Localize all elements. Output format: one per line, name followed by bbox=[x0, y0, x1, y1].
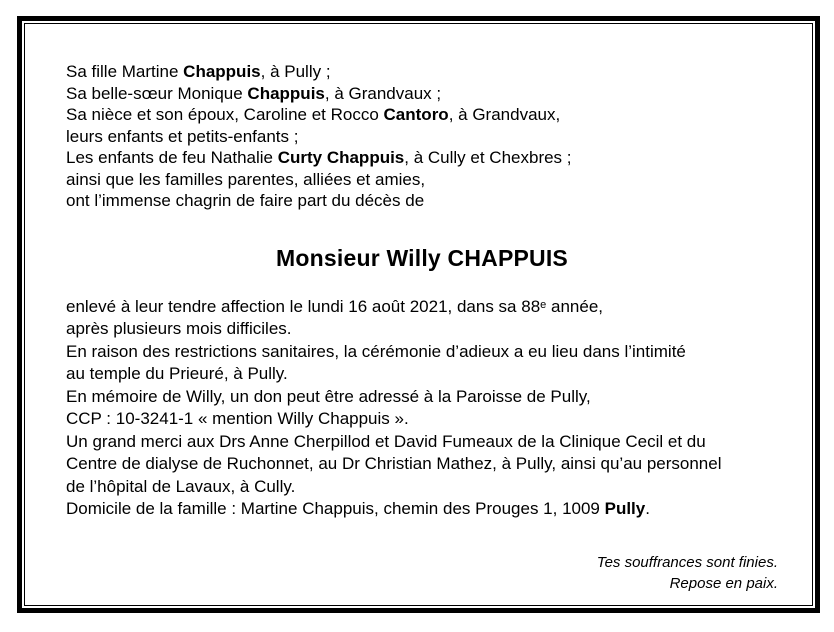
text-segment: . bbox=[645, 499, 650, 518]
details-line-1 bbox=[66, 295, 778, 318]
text-segment: année, bbox=[546, 296, 604, 316]
details-line-10 bbox=[66, 497, 778, 520]
notice-content bbox=[25, 24, 812, 605]
text-segment: , à Cully et Chexbres ; bbox=[404, 148, 572, 167]
text-segment: de l’hôpital de Lavaux, à Cully. bbox=[66, 476, 296, 496]
text-segment: Sa nièce et son époux, Caroline et Rocco bbox=[66, 105, 384, 124]
intro-line-2 bbox=[66, 83, 778, 105]
epitaph-line-2: Repose en paix. bbox=[669, 574, 778, 592]
text-segment: Un grand merci aux Drs Anne Cherpillod et David Fumeaux de la Clinique Cecil et du bbox=[66, 431, 706, 451]
deceased-name-title: Monsieur Willy CHAPPUIS bbox=[276, 244, 568, 271]
details-line-3 bbox=[66, 340, 778, 363]
text-segment: En raison des restrictions sanitaires, la cérémonie d’adieux a eu lieu dans l’intimité bbox=[66, 341, 686, 361]
details-line-4 bbox=[66, 362, 778, 385]
text-segment: En mémoire de Willy, un don peut être adressé à la Paroisse de Pully, bbox=[66, 386, 591, 406]
bold-name-segment: Cantoro bbox=[383, 105, 449, 124]
notice-details bbox=[66, 295, 778, 520]
details-line-5 bbox=[66, 385, 778, 408]
intro-line-1 bbox=[66, 61, 778, 83]
intro-line-5 bbox=[66, 147, 778, 169]
text-segment: après plusieurs mois difficiles. bbox=[66, 319, 292, 338]
bold-segment: Pully bbox=[604, 499, 646, 518]
text-segment: enlevé à leur tendre affection le lundi 16 août 2021, dans sa 88 bbox=[66, 296, 541, 316]
outer-border-frame bbox=[17, 16, 820, 613]
text-segment: , à Grandvaux ; bbox=[324, 83, 442, 103]
text-segment: Les enfants de feu Nathalie bbox=[66, 148, 278, 167]
bold-name-segment: Curty Chappuis bbox=[277, 148, 405, 167]
details-line-8 bbox=[66, 452, 778, 475]
details-line-9 bbox=[66, 475, 778, 498]
bold-name-segment: Chappuis bbox=[247, 83, 325, 103]
intro-line-4 bbox=[66, 126, 778, 148]
text-segment: Domicile de la famille : Martine Chappuis, chemin des Prouges 1, 1009 bbox=[66, 499, 605, 518]
bold-name-segment: Chappuis bbox=[183, 62, 261, 81]
text-segment: ainsi que les familles parentes, alliées et amies, bbox=[66, 169, 426, 189]
details-line-2 bbox=[66, 317, 778, 340]
details-line-6 bbox=[66, 407, 778, 430]
inner-border-frame bbox=[24, 23, 813, 606]
text-segment: , à Pully ; bbox=[260, 62, 331, 81]
text-segment: ont l’immense chagrin de faire part du décès de bbox=[66, 191, 425, 210]
superscript-segment: e bbox=[540, 298, 547, 311]
intro-line-3 bbox=[66, 104, 778, 126]
family-announcement bbox=[66, 61, 778, 212]
epitaph-line-1: Tes souffrances sont finies. bbox=[596, 553, 778, 571]
epitaph bbox=[66, 552, 778, 594]
text-segment: CCP : 10-3241-1 « mention Willy Chappuis ». bbox=[66, 409, 409, 428]
text-segment: Sa fille Martine bbox=[66, 62, 184, 81]
details-line-7 bbox=[66, 430, 778, 453]
text-segment: Centre de dialyse de Ruchonnet, au Dr Christian Mathez, à Pully, ainsi qu’au personnel bbox=[66, 454, 722, 473]
text-segment: au temple du Prieuré, à Pully. bbox=[66, 364, 288, 383]
intro-line-7 bbox=[66, 190, 778, 212]
text-segment: leurs enfants et petits-enfants ; bbox=[66, 126, 299, 146]
text-segment: , à Grandvaux, bbox=[448, 105, 561, 124]
text-segment: Sa belle-sœur Monique bbox=[66, 83, 248, 103]
intro-line-6 bbox=[66, 169, 778, 191]
